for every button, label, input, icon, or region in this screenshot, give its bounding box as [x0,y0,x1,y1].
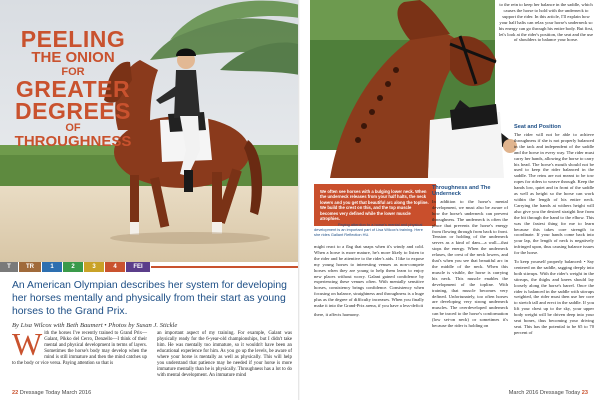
seat-position-column [514,122,594,394]
left-body-column-1 [12,326,147,386]
title-line-5: DEGREES [15,98,131,124]
level-indicator-strip [0,262,300,272]
level-badge-tr: TR [19,262,41,272]
caption-text: Paying attention to a horse's mental and physical development is an important part of Lisa Wilcox's training. Here she rides Gallant Reflection HU. [314,222,423,237]
right-col1-paragraph-1: might react to a flag that snaps when it's windy and cold. When a horse is more mature, he's more likely to listen to the rider and be attentive to the rider's aids. I like to expose my young horses to interesting venues as non-compete horses when they are young to help them learn to enjoy new places without worry. Galant gained confidence by experiencing these venues often. With mentally sensitive horses, consistency brings confidence. Consistency when focusing on balance, straightness and throughness is a huge plus as the degree of difficulty increases. When you finally make it into the Grand-Prix arena, if you have a less-deficit [314,244,424,309]
level-badge-1: 1 [42,262,62,272]
left-body-column-2: an important aspect of my training. For example, Galant was physically ready for the 6-year-old championships, but I didn't take him. He was mentally too immature, so it wouldn't have been an educational experience for him. As you go up the levels, be aware of where your horse is mentally as well as physically. This will help you understand that patience may be needed if your horse is more immature mentally than he is physically. Throughness has a lot to do with mental development. An immature mind [157,331,292,378]
caption-lead: LEFT PAGE: [314,222,337,227]
level-strip-fill [151,266,300,268]
title-line-4: GREATER [15,76,131,102]
hero-photo [0,0,300,262]
drop-cap: W [12,326,43,362]
article-byline: By Lisa Wilcox with Beth Baumert • Photos by Susan J. Stickle [12,322,178,329]
right-col2-paragraph-3: To keep yourself properly balanced: • Say centered on the saddle, sagging deeply into both stirrups. With the rider's weight in the stirrups, the thighs and knees should lay loosely along the horse's barrel. Once the rider is balanced in the saddle with stirrups weighted, the rider must then use her core to stretch tall and erect in the saddle. If you lift your chest up to the sky, your upper body weight will be driven deep into your seat bones, thus becoming your driving seat. This has the potential to be 65 to 70 percent of [514,259,594,335]
title-line-7: THROUGHNESS [14,133,132,150]
title-line-1: PEELING [20,26,126,52]
level-badge-4: 4 [105,262,125,272]
subhead-throughness: Throughness and The Underneck [432,185,491,197]
title-line-6: OF [65,122,81,134]
folio-left-date: March 2016 [61,390,92,396]
level-badge-3: 3 [84,262,104,272]
page-number-left: 22 [12,390,19,396]
article-deck: An American Olympian describes her system for developing her horses mentally and physically from their start as young horses to the Grand Prix. [12,280,287,317]
level-badge-2: 2 [63,262,83,272]
title-line-2: THE ONION [31,49,115,66]
right-body-column-2 [432,183,508,388]
right-col2-paragraph-1: In addition to the horse's mental development, we must also be aware of how the horse's underneck can prevent throughness. The underneck is often the place that prevents the horse's energy from flowing through from back to front. Tension or holding of the underneck serves as a kind of dam—a wall—that stops the energy. When the underneck relaxes, the crest of the neck lowers, and that's when you see that beautiful arc in the middle of the neck. When this muscle is visible, the horse is carrying his neck. This muscle enables the development of the topline. With training, that muscle becomes very defined. Unfortunately, too often horses are developing very strong underneck muscles. The overdeveloped underneck can be traced to the horse's conformation (low set-on neck) or sometimes it's because the rider is holding on [432,199,508,329]
right-col1-relocated [314,244,424,392]
right-col1-paragraph-2: there, it affects harmony. [314,311,360,317]
folio-left [12,390,91,396]
right-top-text-block [498,2,594,46]
level-badge-t: T [0,262,18,272]
folio-right-magazine: Dressage Today [539,390,581,396]
subhead-seat-position: Seat and Position [514,124,561,130]
photo-caption [314,222,424,237]
folio-left-magazine: Dressage Today [19,390,61,396]
left-body-col1-text: ith the horses I've recently trained to Grand Prix—Galant, Pikko del Cerro, Denzello—I think of their mental and physical development in terms of layers. Sometimes the horse's body may develop when the mind is still immature and then the mind catches up to the body or vice versa. Paying attention so that is [12,331,147,366]
folio-right-date: March 2016 [508,390,539,396]
right-top-paragraph: to the rein to keep her balance in the saddle, which causes the horse to hold with the underneck to support the rider. In this article, I'll explain how your half halts can relax your horse's underneck so his energy can go through his entire body. But first, let's look at the rider's position, the seat and the use of shoulders to balance your horse. [498,2,594,43]
left-body-columns [12,326,292,386]
title-line-3: FOR [61,66,85,78]
page-number-right: 23 [581,390,588,396]
right-col2-paragraph-2: The rider will not be able to achieve throughness if she is not properly balanced in the tack and independent of the saddle and the horse in every way. The rider must carry her hands, allowing the horse to carry his head. The horse's mouth should not be used to keep the rider balanced in the saddle. The reins are not meant to be tow ropes for riders to weave through. Keep the hands low, quiet and in front of the saddle as well as height so the horse can work within the length of his entire neck. Carrying the hands at withers height will also give you the desired straight line from the bit through the hand to the elbow. This was the fastest thing for me to learn because this takes core strength to coordinate. If your hands come back into your lap, the length of neck is negatively infringed upon, thus causing balance issues for the horse. [514,132,594,256]
pull-quote: We often see horses with a bulging lower neck. When the underneck releases from your half halts, the neck lowers and you get that beautiful arc along the topline. We build the crest on this, and the top muscle becomes very defined while the lower muscle atrophies. [314,184,436,226]
level-badge-fei: FEI [126,262,150,272]
article-title [8,28,138,150]
